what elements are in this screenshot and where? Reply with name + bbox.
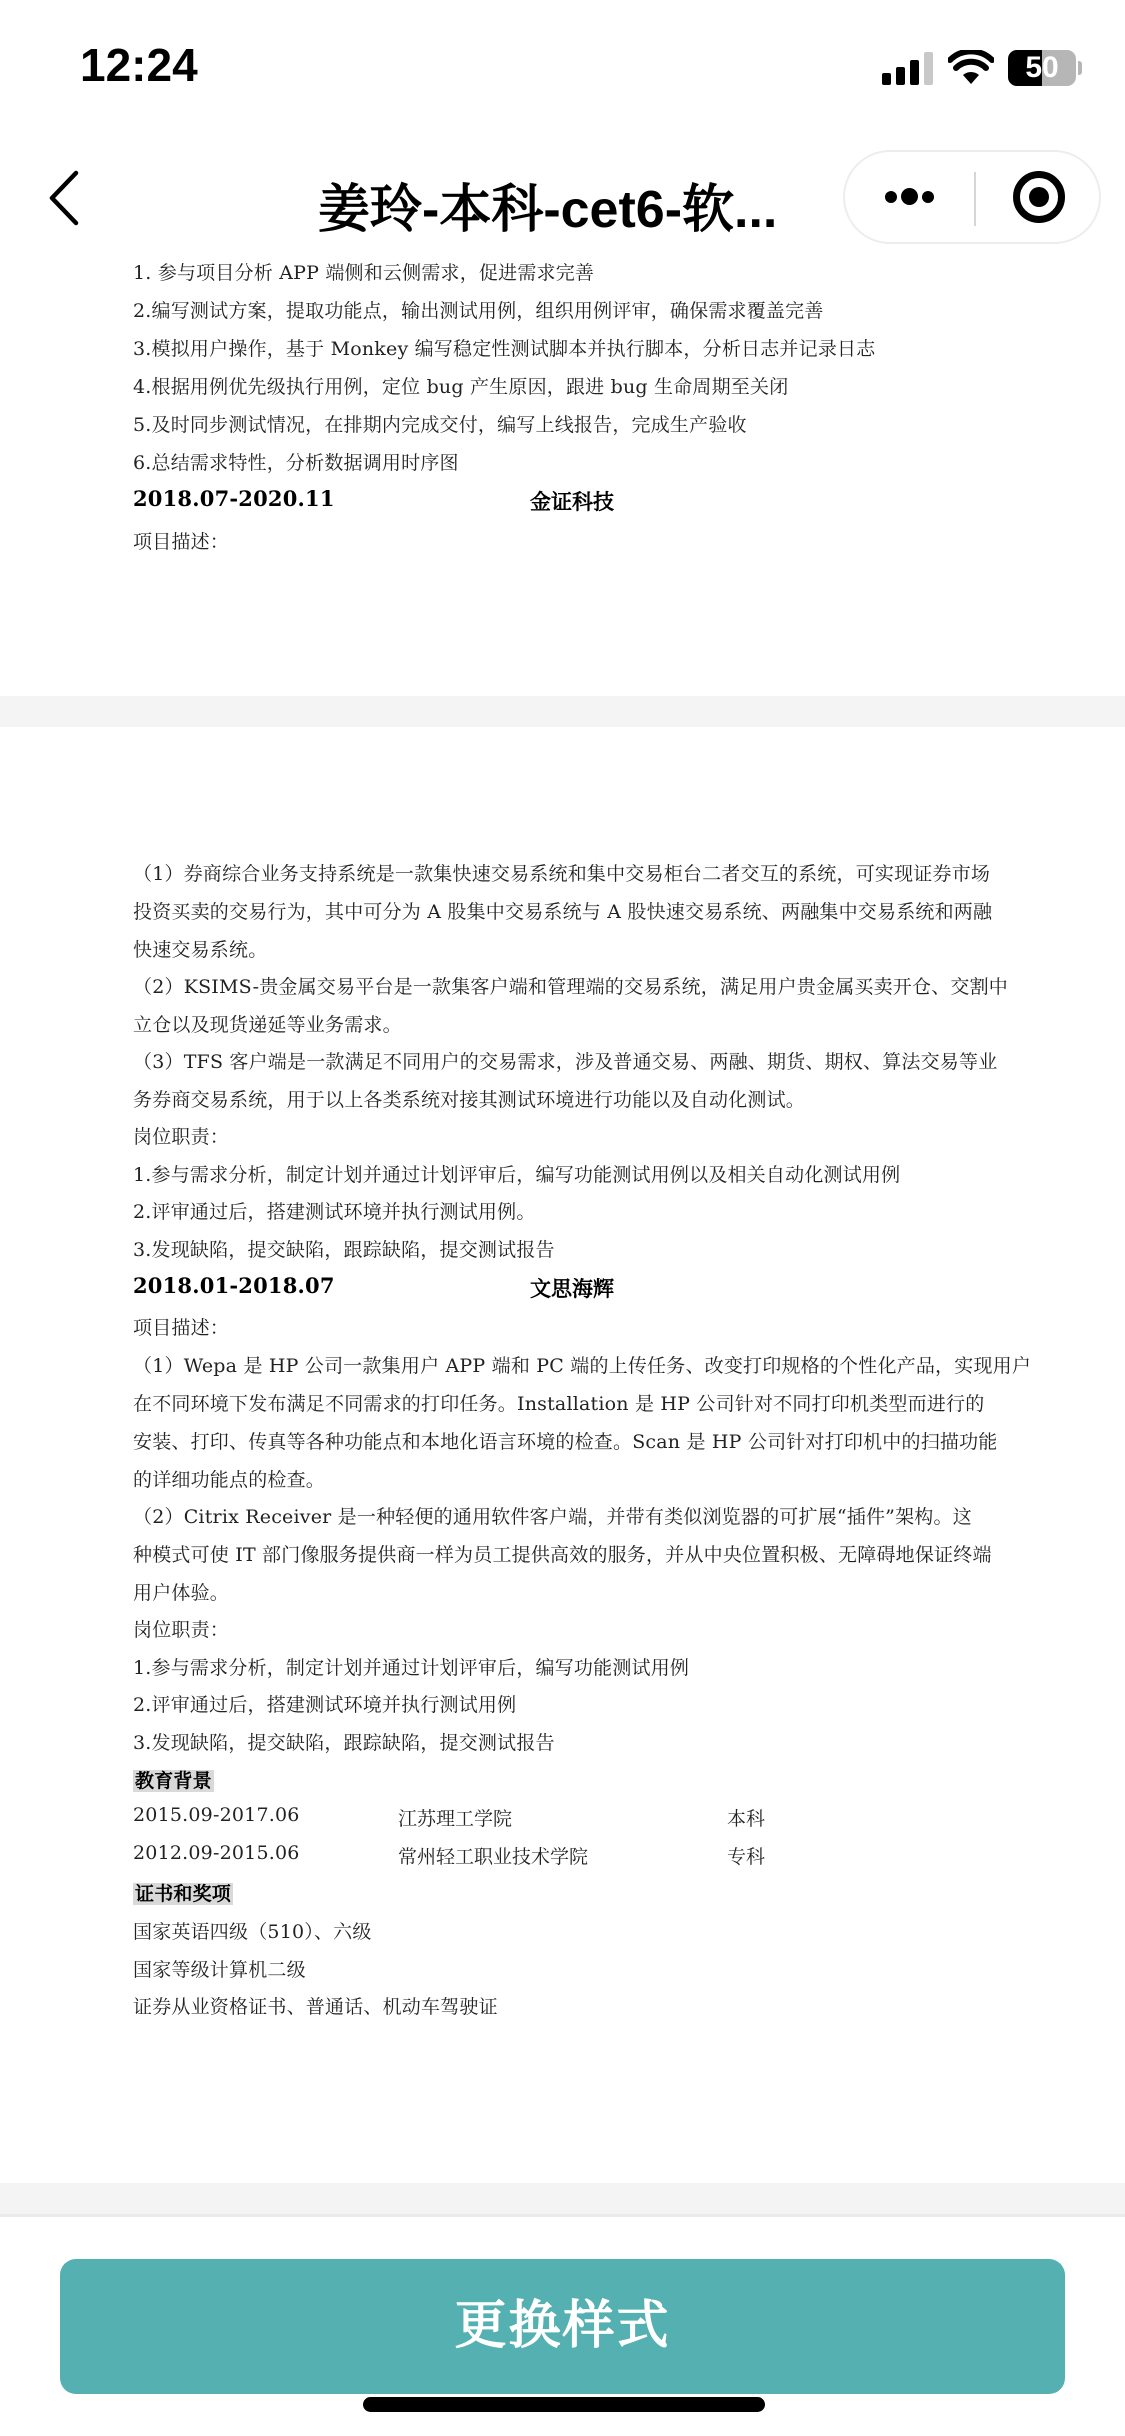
duty-line: 3.模拟用户操作，基于 Monkey 编写稳定性测试脚本并执行脚本，分析日志并记录日志 <box>133 338 876 360</box>
project-label: 项目描述： <box>133 1317 230 1339</box>
duty-line: 2.评审通过后，搭建测试环境并执行测试用例。 <box>133 1201 536 1223</box>
nav-bar <box>0 135 1125 260</box>
project-line: （1）Wepa 是 HP 公司一款集用户 APP 端和 PC 端的上传任务、改变打印规格的个性化产品，实现用户 <box>133 1355 1032 1377</box>
certificate-item: 证券从业资格证书、普通话、机动车驾驶证 <box>133 1996 498 2018</box>
battery-tip <box>1078 61 1082 75</box>
project-line: 的详细功能点的检查。 <box>133 1469 326 1491</box>
duties-label: 岗位职责： <box>133 1619 230 1641</box>
project-line: （2）KSIMS-贵金属交易平台是一款集客户端和管理端的交易系统，满足用户贵金属买卖开仓、交割中 <box>133 976 1008 998</box>
duty-line: 5.及时同步测试情况，在排期内完成交付，编写上线报告，完成生产验收 <box>133 414 747 436</box>
duty-line: 6.总结需求特性，分析数据调用时序图 <box>133 452 459 474</box>
change-style-button[interactable]: 更换样式 <box>60 2259 1065 2394</box>
duty-line: 3.发现缺陷，提交缺陷，跟踪缺陷，提交测试报告 <box>133 1732 555 1754</box>
project-line: 投资买卖的交易行为，其中可分为 A 股集中交易系统与 A 股快速交易系统、两融集中交易系统和两融 <box>133 901 993 923</box>
battery-icon <box>1008 50 1076 86</box>
duty-line: 1.参与需求分析，制定计划并通过计划评审后，编写功能测试用例以及相关自动化测试用例 <box>133 1164 901 1186</box>
education-degree: 本科 <box>727 1808 766 1830</box>
project-line: （2）Citrix Receiver 是一种轻便的通用软件客户端，并带有类似浏览器的可扩展“插件”架构。这 <box>133 1506 972 1528</box>
duty-line: 2.评审通过后，搭建测试环境并执行测试用例 <box>133 1694 517 1716</box>
education-school: 常州轻工职业技术学院 <box>398 1846 589 1868</box>
project-line: 用户体验。 <box>133 1582 230 1604</box>
duty-line: 3.发现缺陷，提交缺陷，跟踪缺陷，提交测试报告 <box>133 1239 555 1261</box>
capsule-divider <box>974 172 976 226</box>
certificate-item: 国家等级计算机二级 <box>133 1959 306 1981</box>
more-button[interactable] <box>845 152 973 242</box>
project-line: （1）券商综合业务支持系统是一款集快速交易系统和集中交易柜台二者交互的系统，可实现证券市场 <box>133 863 991 885</box>
project-label: 项目描述： <box>133 531 230 553</box>
project-line: 安装、打印、传真等各种功能点和本地化语言环境的检查。Scan 是 HP 公司针对打印机中的扫描功能 <box>133 1431 998 1453</box>
duty-line: 1. 参与项目分析 APP 端侧和云侧需求，促进需求完善 <box>133 262 595 284</box>
certificate-item: 国家英语四级（510）、六级 <box>133 1921 372 1943</box>
job-company: 金证科技 <box>530 489 614 514</box>
chevron-left-icon[interactable] <box>40 163 90 233</box>
project-line: （3）TFS 客户端是一款满足不同用户的交易需求，涉及普通交易、两融、期货、期权、算法交易等业 <box>133 1051 998 1073</box>
duties-label: 岗位职责： <box>133 1126 230 1148</box>
education-degree: 专科 <box>727 1846 766 1868</box>
education-period: 2012.09-2015.06 <box>133 1842 300 1864</box>
project-line: 在不同环境下发布满足不同需求的打印任务。Installation 是 HP 公司针对不同打印机类型而进行的 <box>133 1393 985 1415</box>
education-heading-text: 教育背景 <box>135 1770 212 1792</box>
duty-line: 1.参与需求分析，制定计划并通过计划评审后，编写功能测试用例 <box>133 1657 690 1679</box>
page-gap <box>0 2183 1125 2214</box>
certificates-heading-text: 证书和奖项 <box>135 1883 232 1905</box>
duty-line: 4.根据用例优先级执行用例，定位 bug 产生原因，跟进 bug 生命周期至关闭 <box>133 376 789 398</box>
project-line: 种模式可使 IT 部门像服务提供商一样为员工提供高效的服务，并从中央位置积极、无障碍地保证终端 <box>133 1544 992 1566</box>
home-indicator <box>363 2397 765 2412</box>
project-line: 快速交易系统。 <box>133 939 268 961</box>
wifi-icon <box>948 50 994 86</box>
project-line: 务券商交易系统，用于以上各类系统对接其测试环境进行功能以及自动化测试。 <box>133 1089 806 1111</box>
status-bar <box>0 0 1125 135</box>
job-period: 2018.07-2020.11 <box>133 486 335 511</box>
duty-line: 2.编写测试方案，提取功能点，输出测试用例，组织用例评审，确保需求覆盖完善 <box>133 300 824 322</box>
close-button[interactable] <box>977 152 1099 242</box>
job-period: 2018.01-2018.07 <box>133 1273 335 1298</box>
education-school: 江苏理工学院 <box>398 1808 513 1830</box>
certificates-heading <box>133 1879 233 1906</box>
cellular-signal-icon <box>882 51 934 85</box>
education-period: 2015.09-2017.06 <box>133 1804 300 1826</box>
page-gap <box>0 696 1125 727</box>
project-line: 立仓以及现货递延等业务需求。 <box>133 1014 402 1036</box>
battery-percent: 50 <box>1025 51 1059 84</box>
page-title: 姜玲-本科-cet6-软... <box>318 181 778 239</box>
mini-program-capsule <box>843 150 1101 244</box>
more-dots-icon <box>885 191 897 203</box>
status-time: 12:24 <box>80 39 198 91</box>
education-heading <box>133 1766 214 1793</box>
job-company: 文思海辉 <box>530 1276 614 1301</box>
